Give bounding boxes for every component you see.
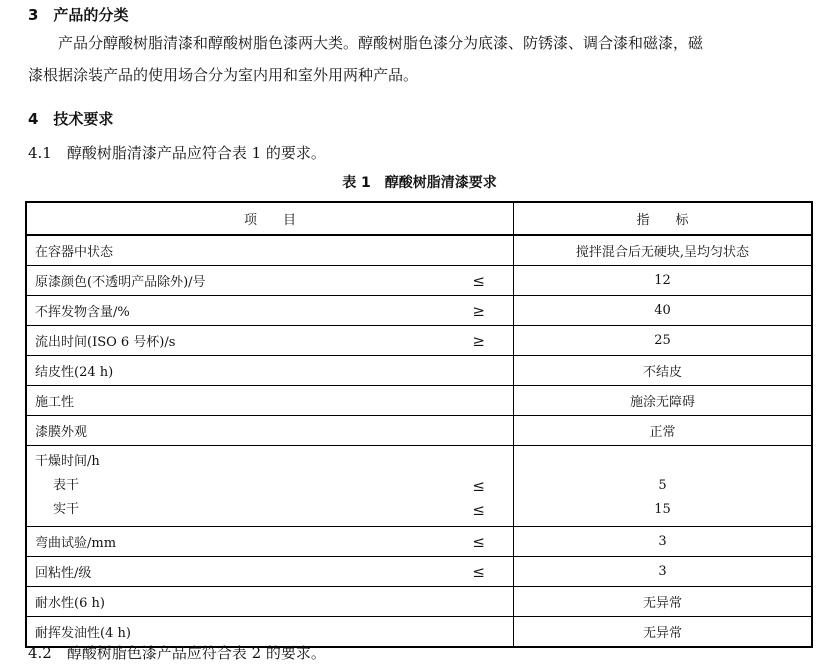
row-item: 不挥发物含量/% ≥ [26, 296, 514, 326]
header-item: 项 目 [26, 202, 514, 235]
row-item: 结皮性(24 h) [26, 356, 514, 386]
table-row [26, 587, 812, 617]
table-row [26, 296, 812, 326]
row-item-drying [26, 446, 514, 527]
section-4-2: 4.2 醇酸树脂色漆产品应符合表 2 的要求。 [28, 644, 326, 662]
section-4-1: 4.1 醇酸树脂清漆产品应符合表 1 的要求。 [28, 144, 326, 162]
row-item: 耐水性(6 h) [26, 587, 514, 617]
table-row [26, 557, 812, 587]
table-caption: 表 1 醇酸树脂清漆要求 [342, 175, 497, 191]
drying-surface: 表干 ≤ [53, 477, 485, 495]
table-row [26, 356, 812, 386]
requirements-table [25, 201, 813, 648]
row-value: 不结皮 [514, 356, 813, 386]
row-item: 流出时间(ISO 6 号杯)/s ≥ [26, 326, 514, 356]
row-item: 回粘性/级 ≤ [26, 557, 514, 587]
table-row [26, 527, 812, 557]
row-value: 25 [514, 326, 813, 356]
table-row [26, 266, 812, 296]
table-row [26, 386, 812, 416]
drying-label: 干燥时间/h [35, 454, 100, 469]
table-row [26, 416, 812, 446]
section-3-line2: 漆根据涂装产品的使用场合分为室内用和室外用两种产品。 [28, 66, 419, 84]
row-item: 施工性 [26, 386, 514, 416]
row-value: 12 [514, 266, 813, 296]
section-3-title: 3 产品的分类 [28, 6, 129, 24]
row-value: 正常 [514, 416, 813, 446]
section-4-title: 4 技术要求 [28, 110, 114, 128]
table-row [26, 235, 812, 266]
row-item: 耐挥发油性(4 h) [26, 617, 514, 648]
table-header-row [26, 202, 812, 235]
header-value: 指 标 [514, 202, 813, 235]
section-3-line1: 产品分醇酸树脂清漆和醇酸树脂色漆两大类。醇酸树脂色漆分为底漆、防锈漆、调合漆和磁漆，磁 [58, 34, 704, 52]
row-value: 40 [514, 296, 813, 326]
row-item: 漆膜外观 [26, 416, 514, 446]
row-item: 在容器中状态 [26, 235, 514, 266]
row-value: 无异常 [514, 617, 813, 648]
row-value: 3 [514, 527, 813, 557]
row-value: 施涂无障碍 [514, 386, 813, 416]
row-item: 弯曲试验/mm ≤ [26, 527, 514, 557]
row-value: 无异常 [514, 587, 813, 617]
table-row-drying [26, 446, 812, 527]
drying-hard: 实干 ≤ [53, 501, 485, 519]
drying-hard-value: 15 [654, 502, 671, 517]
drying-surface-value: 5 [658, 478, 667, 493]
row-item: 原漆颜色(不透明产品除外)/号 ≤ [26, 266, 514, 296]
row-value: 搅拌混合后无硬块,呈均匀状态 [514, 235, 813, 266]
table-row [26, 326, 812, 356]
row-value-drying [514, 446, 813, 527]
row-value: 3 [514, 557, 813, 587]
